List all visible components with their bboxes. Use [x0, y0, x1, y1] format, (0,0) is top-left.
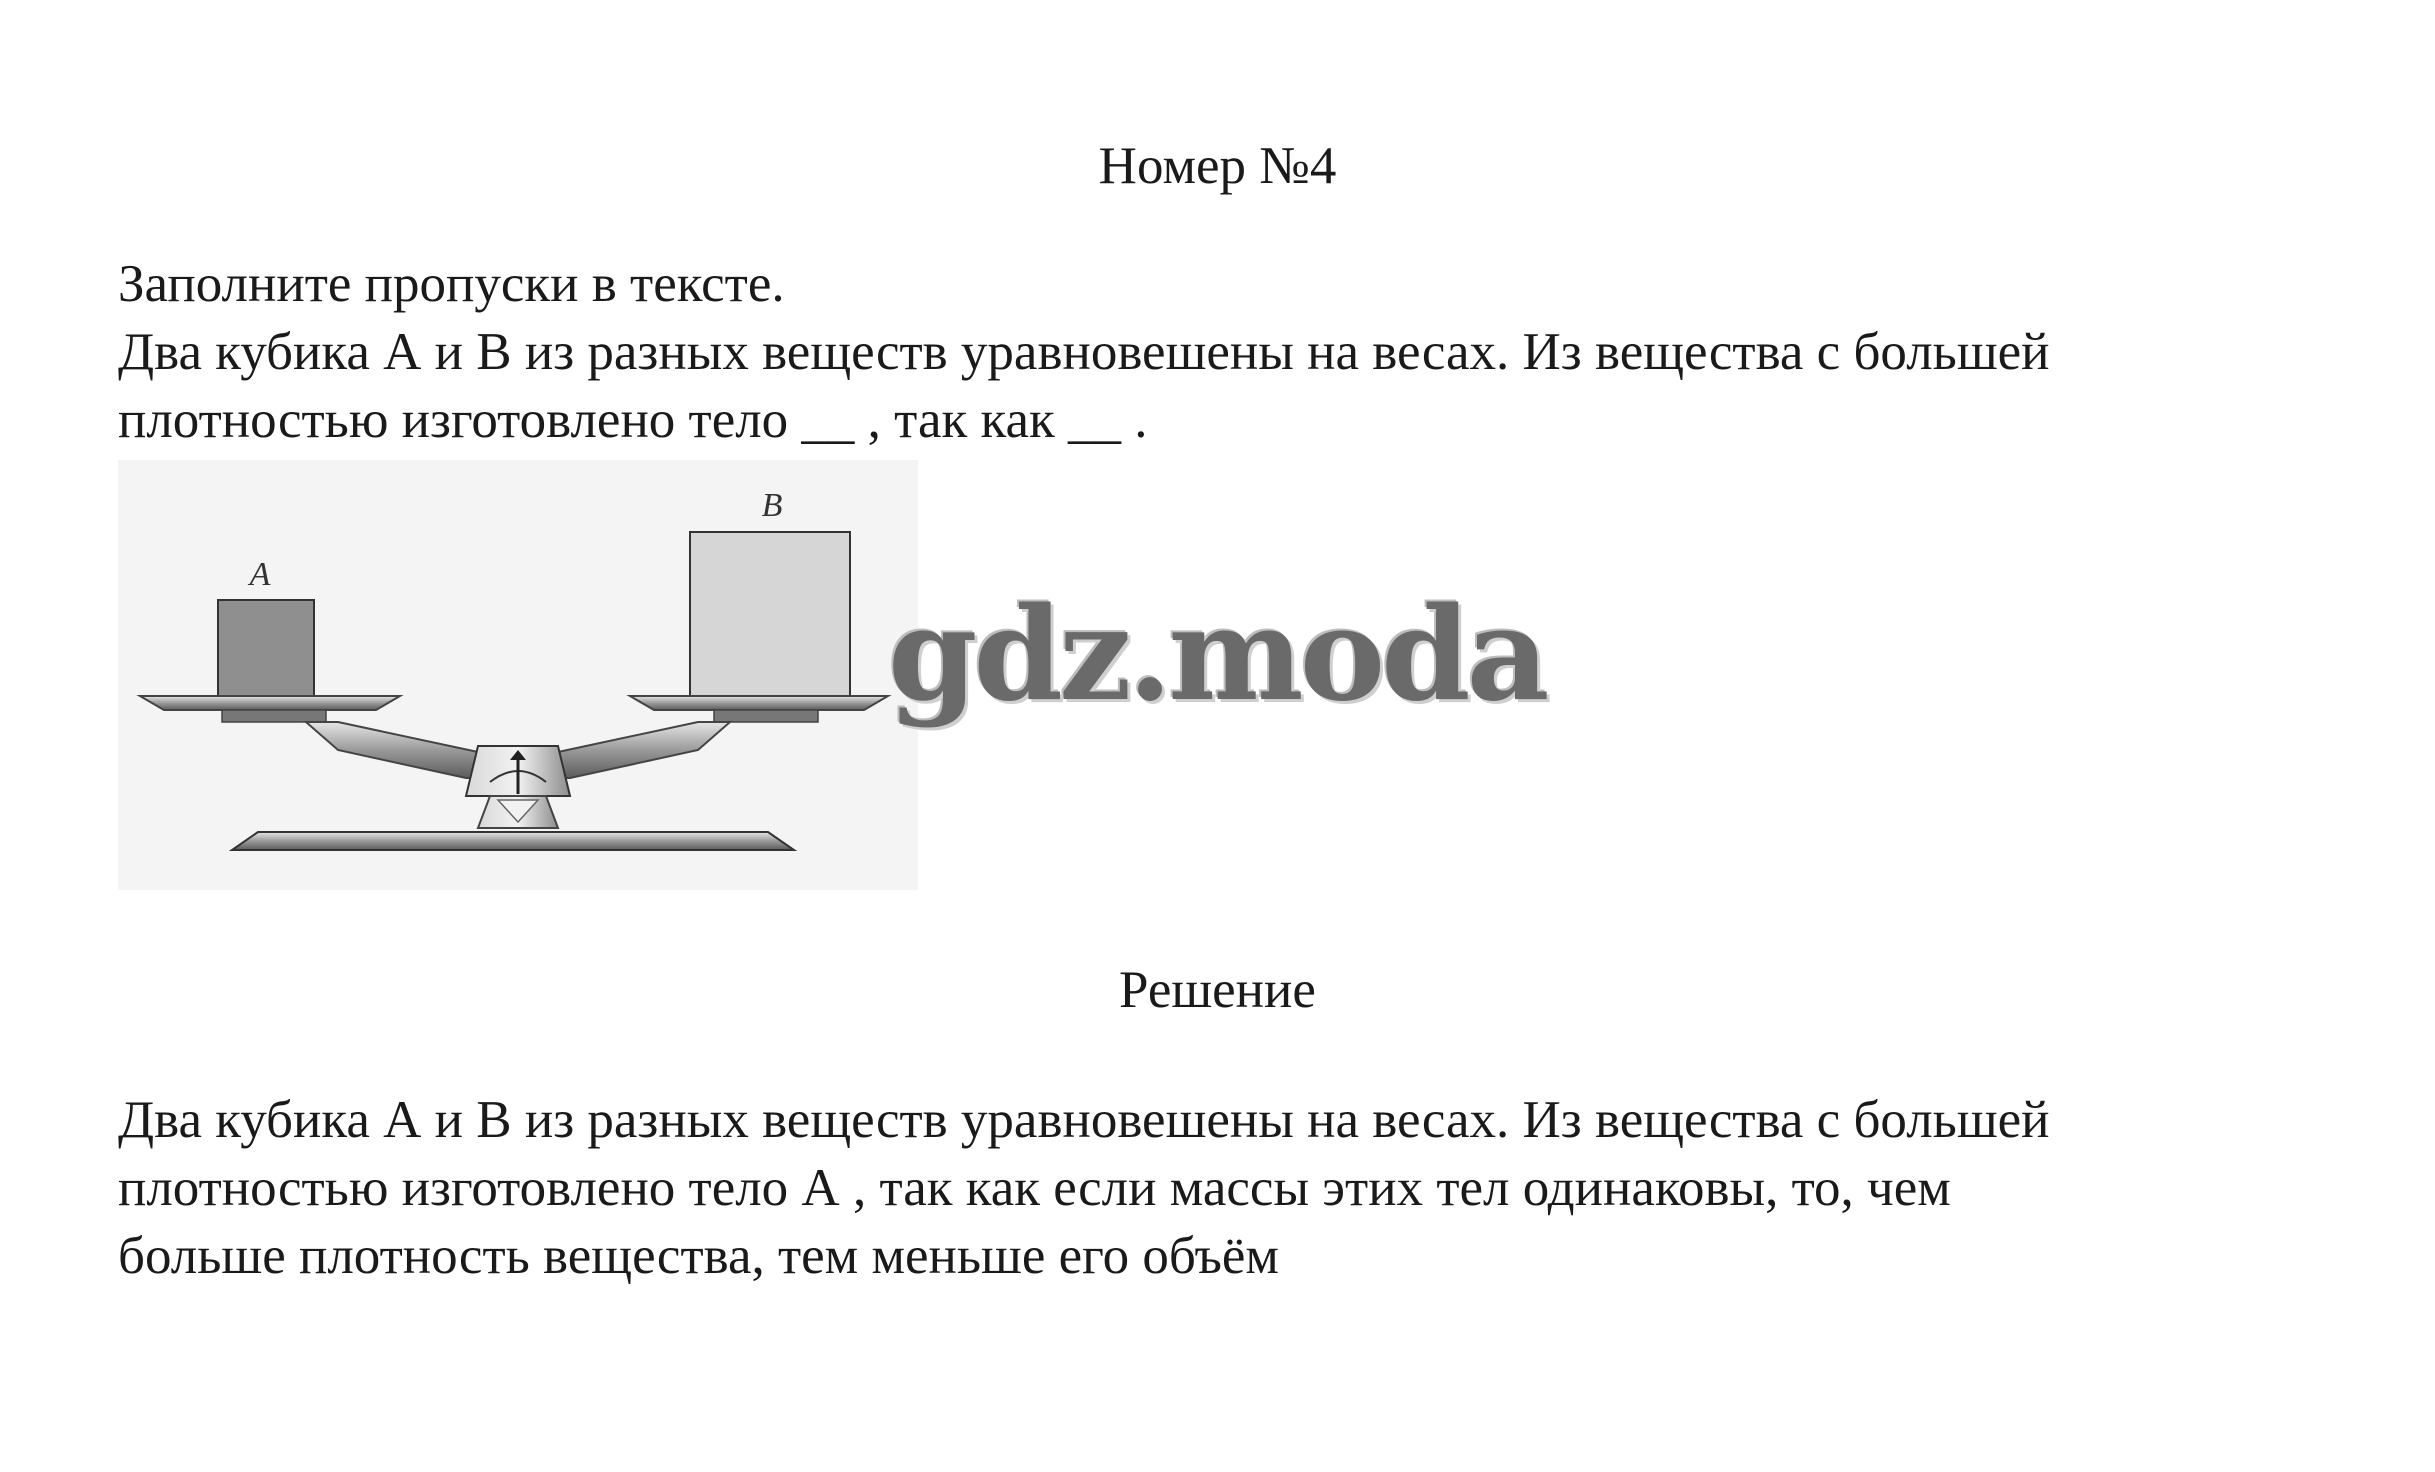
watermark-logo: gdz.moda — [888, 580, 1546, 730]
task-line: Два кубика А и В из разных веществ уравновешены на весах. Из вещества с большей — [118, 323, 2050, 381]
solution-text — [118, 1086, 2338, 1290]
page-title: Номер №4 — [1098, 137, 1337, 195]
solution-line: Два кубика А и В из разных веществ уравновешены на весах. Из вещества с большей — [118, 1091, 2050, 1149]
left-pan — [140, 696, 400, 710]
solution-line: плотностью изготовлено тело А , так как если массы этих тел одинаковы, то, чем — [118, 1159, 1951, 1217]
task-text — [118, 250, 2338, 454]
label-a: A — [249, 556, 271, 593]
task-instruction: Заполните пропуски в тексте. — [118, 255, 785, 313]
right-pan — [630, 696, 888, 710]
cube-a — [218, 600, 314, 696]
task-line: плотностью изготовлено тело __ , так как __ . — [118, 391, 1148, 449]
label-b: B — [761, 487, 783, 524]
cube-b — [690, 532, 850, 696]
balance-scale-figure — [118, 460, 918, 890]
solution-title: Решение — [1119, 961, 1316, 1019]
solution-line: больше плотность вещества, тем меньше его объём — [118, 1227, 1279, 1285]
base — [232, 832, 794, 850]
